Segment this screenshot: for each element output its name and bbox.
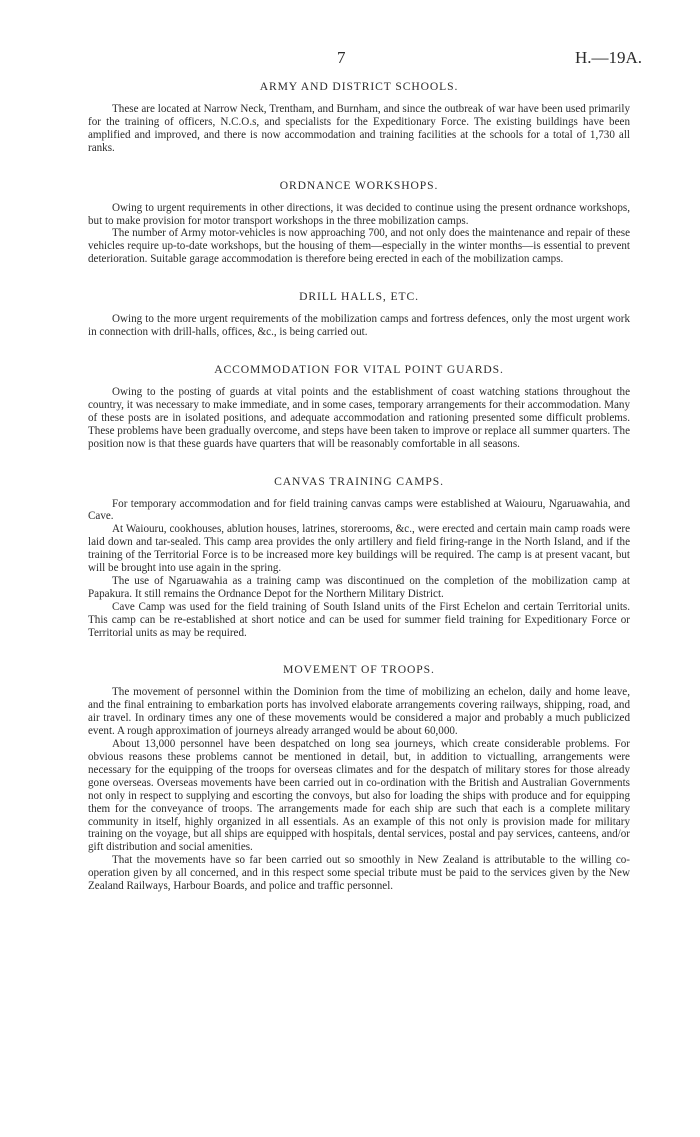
paragraph: The number of Army motor-vehicles is now approaching 700, and not only does the maintenance and repair of these vehicles require up-to-date workshops, but the housing of them—especially in the winter months—is essential to prevent deterioration. Suitable garage accommodation is therefore being erected in each of the mobilization camps. [88,227,630,266]
page-content [88,80,630,893]
section-heading: DRILL HALLS, ETC. [299,290,419,304]
paragraph: Owing to urgent requirements in other directions, it was decided to continue using the present ordnance workshops, but to make provision for motor transport workshops in the three mobilization camps. [88,201,630,227]
page-number: 7 [337,48,346,67]
paragraph: Cave Camp was used for the field training of South Island units of the First Echelon and certain Territorial units. This camp can be re-established at short notice and can be used for summer field training for Expeditionary Force or Territorial units as may be required. [88,600,630,639]
section-heading: ORDNANCE WORKSHOPS. [279,178,439,192]
section-heading: CANVAS TRAINING CAMPS. [274,474,444,488]
section-heading: ACCOMMODATION FOR VITAL POINT GUARDS. [214,362,504,376]
paragraph: Owing to the posting of guards at vital points and the establishment of coast watching stations throughout the country, it was necessary to make immediate, and in some cases, temporary arrangements for their accommodation. Many of these posts are in isolated positions, and adequate accommodation and rationing presented some difficult problems. These problems have been gradually overcome, and steps have been taken to improve or replace all summer quarters. The position now is that these guards have quarters that will be reasonably comfortable in all seasons. [88,385,630,450]
section-vital-point-guards [88,363,630,451]
paragraph: About 13,000 personnel have been despatched on long sea journeys, which create considerable problems. For obvious reasons these problems cannot be mentioned in detail, but, in addition to victualling, arrangements were necessary for the equipping of the troops for overseas climates and for the despatch of military stores for those already gone overseas. Overseas movements have been carried out in co-ordination with the British and Australian Governments not only in respect to supplying and escorting the convoys, but also for loading the ships with produce and for equipping them for the conveyance of troops. The arrangements made for each ship are such that each is a complete military community in itself, highly organized in all essentials. As an example of this not only is provision made for military training on the voyage, but all ships are equipped with hospitals, dental services, postal and pay services, canteens, and/or gift distribution and social amenities. [88,738,630,854]
page-header [0,48,700,70]
paragraph: The use of Ngaruawahia as a training camp was discontinued on the completion of the mobilization camp at Papakura. It still remains the Ordnance Depot for the Northern Military District. [88,574,630,600]
document-reference: H.—19A. [575,48,643,67]
section-movement-of-troops [88,663,630,893]
paragraph: The movement of personnel within the Dominion from the time of mobilizing an echelon, daily and home leave, and the final entraining to embarkation ports has involved elaborate arrangements covering railways, shipping, road, and air travel. In ordinary times any one of these movements would be considered a major and probably a much publicized event. A rough approximation of journeys already arranged would be about 60,000. [88,686,630,738]
paragraph: For temporary accommodation and for field training canvas camps were established at Waiouru, Ngaruawahia, and Cave. [88,497,630,523]
section-heading: MOVEMENT OF TROOPS. [283,663,435,677]
paragraph: At Waiouru, cookhouses, ablution houses, latrines, storerooms, &c., were erected and certain main camp roads were laid down and tar-sealed. This camp area provides the only artillery and field firing-range in the North Island, and if the training of the Territorial Force is to be increased more key buildings will be required. The camp is at present vacant, but will be brought into use again in the spring. [88,523,630,575]
section-canvas-training-camps [88,475,630,640]
section-army-district-schools [88,80,630,155]
section-drill-halls [88,290,630,339]
section-ordnance-workshops [88,179,630,267]
section-heading: ARMY AND DISTRICT SCHOOLS. [259,80,459,93]
paragraph: Owing to the more urgent requirements of the mobilization camps and fortress defences, only the most urgent work in connection with drill-halls, offices, &c., is being carried out. [88,313,630,339]
paragraph: These are located at Narrow Neck, Trentham, and Burnham, and since the outbreak of war have been used primarily for the training of officers, N.C.O.s, and specialists for the Expeditionary Force. The existing buildings have been amplified and improved, and there is now accommodation and training facilities at the schools for a total of 1,730 all ranks. [88,103,630,154]
paragraph: That the movements have so far been carried out so smoothly in New Zealand is attributable to the willing co-operation given by all concerned, and in this respect some special tribute must be paid to the services given by the New Zealand Railways, Harbour Boards, and police and traffic personnel. [88,854,630,893]
